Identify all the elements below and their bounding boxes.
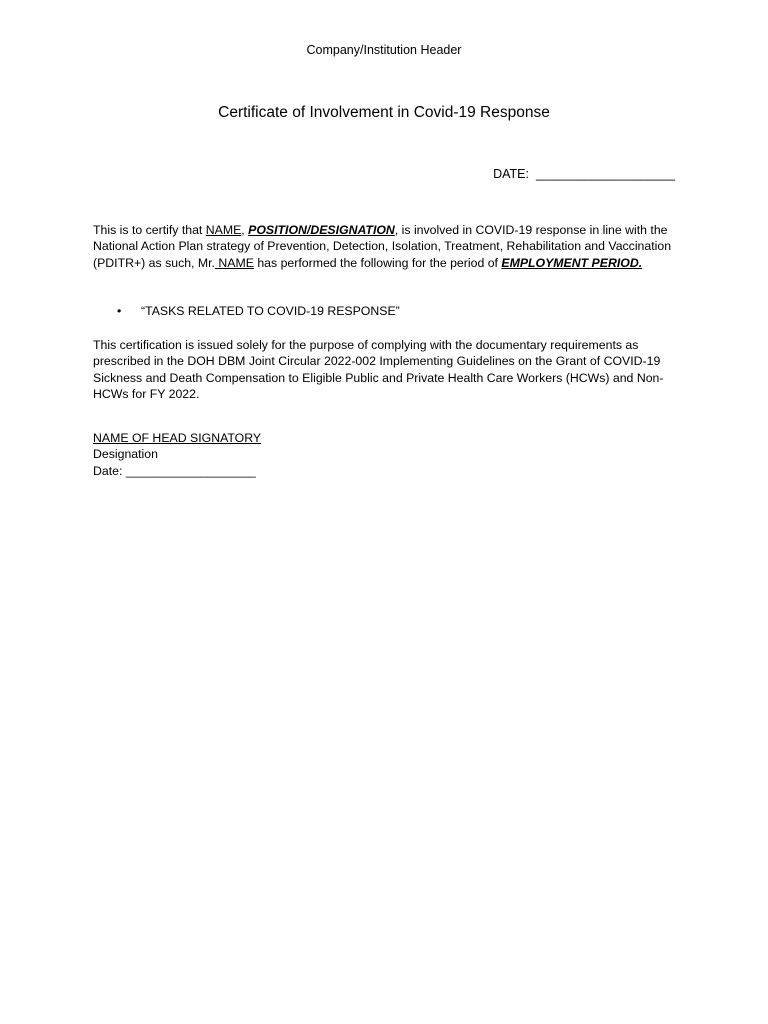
signatory-date-label: Date: bbox=[93, 463, 126, 478]
date-blank: ____________________ bbox=[535, 167, 675, 181]
certificate-title: Certificate of Involvement in Covid-19 Response bbox=[218, 104, 550, 121]
signatory-date bbox=[93, 463, 261, 479]
p1-text-intro: This is to certify that bbox=[93, 223, 206, 237]
name-placeholder: NAME bbox=[205, 223, 242, 237]
signatory-name: NAME OF HEAD SIGNATORY bbox=[93, 431, 262, 445]
certification-paragraph bbox=[93, 222, 678, 271]
signatory-date-blank: ___________________ bbox=[125, 463, 256, 478]
name-placeholder-2: NAME bbox=[214, 255, 254, 270]
p1-text-end: has performed the following for the period of bbox=[253, 255, 502, 270]
position-placeholder: POSITION/DESIGNATION bbox=[248, 223, 395, 237]
p1-comma: , bbox=[241, 223, 249, 237]
task-text: “TASKS RELATED TO COVID-19 RESPONSE” bbox=[141, 304, 400, 318]
company-header: Company/Institution Header bbox=[306, 43, 462, 57]
date-field bbox=[493, 167, 675, 181]
bullet-icon: • bbox=[117, 304, 122, 318]
purpose-paragraph: This certification is issued solely for the purpose of complying with the documentary requirements as prescribed in the DOH DBM Joint Circular 2022-002 Implementing Guidelines on the Grant of COVID-19 Sickness and Death Compensation to Eligible Public and Private Health Care Workers (HCWs) and Non-HCWs for FY 2022. bbox=[93, 338, 664, 402]
signatory-block bbox=[93, 430, 261, 479]
task-bullet bbox=[117, 304, 400, 318]
signatory-designation: Designation bbox=[93, 447, 158, 462]
p1-text-middle: , is involved in COVID-19 response in line with the National Action Plan strategy of Prevention, Detection, Isolation, Treatment, Rehabilitation and Vaccination (PDITR+) as such, Mr. bbox=[93, 223, 672, 270]
employment-period-placeholder: EMPLOYMENT PERIOD. bbox=[501, 255, 643, 270]
date-label: DATE: bbox=[493, 167, 529, 181]
